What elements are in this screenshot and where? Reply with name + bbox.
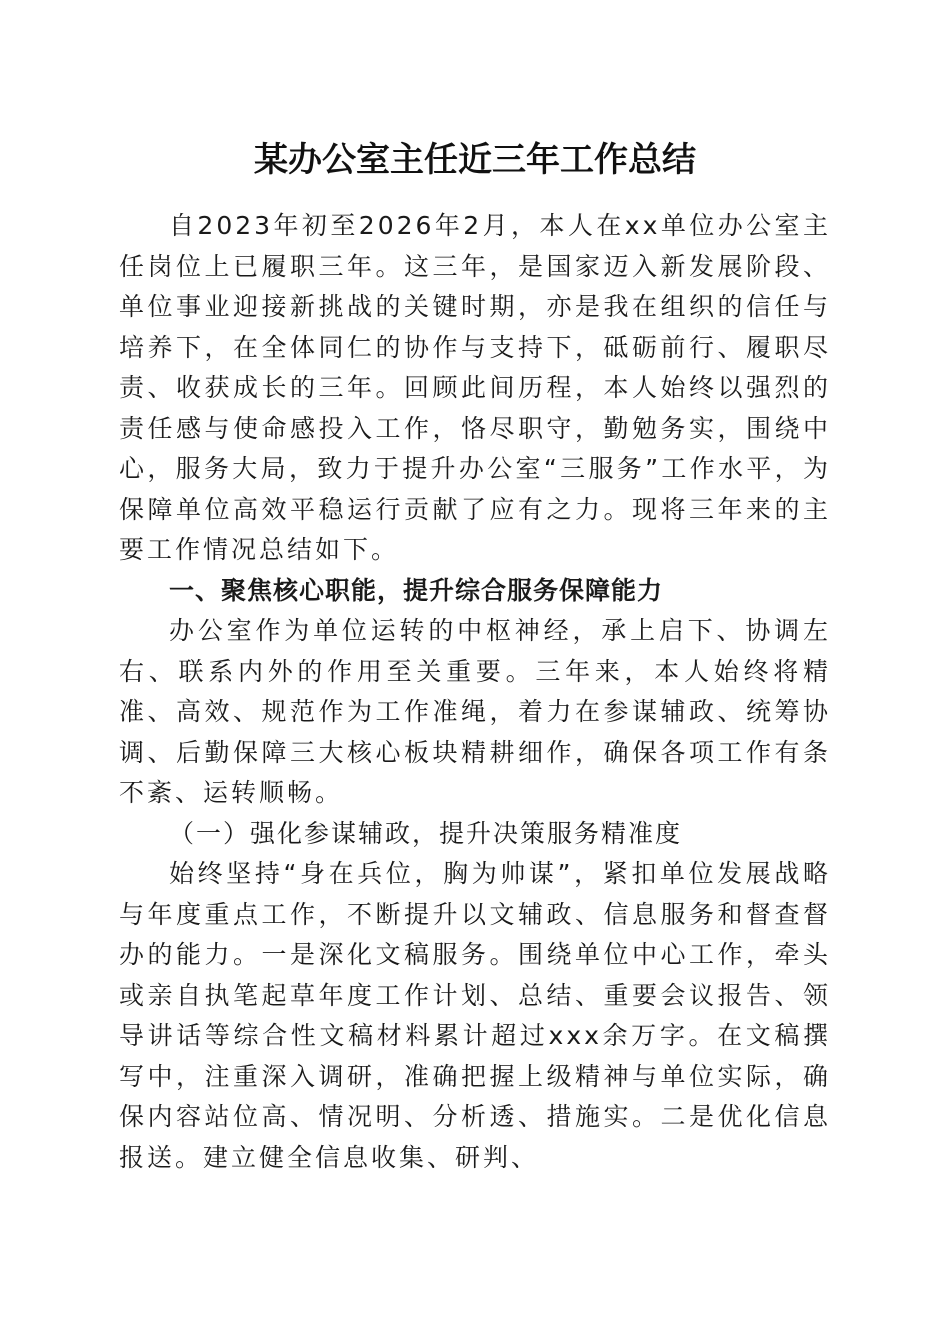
intro-paragraph: 自2023年初至2026年2月，本人在xx单位办公室主任岗位上已履职三年。这三年，是国家迈入新发展阶段、单位事业迎接新挑战的关键时期，亦是我在组织的信任与培养下，在全体同仁的协作与支持下，砥砺前行、履职尽责、收获成长的三年。回顾此间历程，本人始终以强烈的责任感与使命感投入工作，恪尽职守，勤勉务实，围绕中心，服务大局，致力于提升办公室“三服务”工作水平，为保障单位高效平稳运行贡献了应有之力。现将三年来的主要工作情况总结如下。 bbox=[119, 211, 831, 564]
document-title: 某办公室主任近三年工作总结 bbox=[254, 140, 696, 180]
subsection-heading: （一）强化参谋辅政，提升决策服务精准度 bbox=[169, 818, 683, 848]
subsection-paragraph: 始终坚持“身在兵位，胸为帅谋”，紧扣单位发展战略与年度重点工作，不断提升以文辅政、信息服务和督查督办的能力。一是深化文稿服务。围绕单位中心工作，牵头或亲自执笔起草年度工作计划、总结、重要会议报告、领导讲话等综合性文稿材料累计超过xxx余万字。在文稿撰写中，注重深入调研，准确把握上级精神与单位实际，确保内容站位高、情况明、分析透、措施实。二是优化信息报送。建立健全信息收集、研判、 bbox=[119, 859, 831, 1172]
document-body bbox=[119, 206, 831, 1178]
section-heading: 一、聚焦核心职能，提升综合服务保障能力 bbox=[169, 575, 664, 605]
section-paragraph: 办公室作为单位运转的中枢神经，承上启下、协调左右、联系内外的作用至关重要。三年来，本人始终将精准、高效、规范作为工作准绳，着力在参谋辅政、统筹协调、后勤保障三大核心板块精耕细作，确保各项工作有条不紊、运转顺畅。 bbox=[119, 616, 831, 807]
